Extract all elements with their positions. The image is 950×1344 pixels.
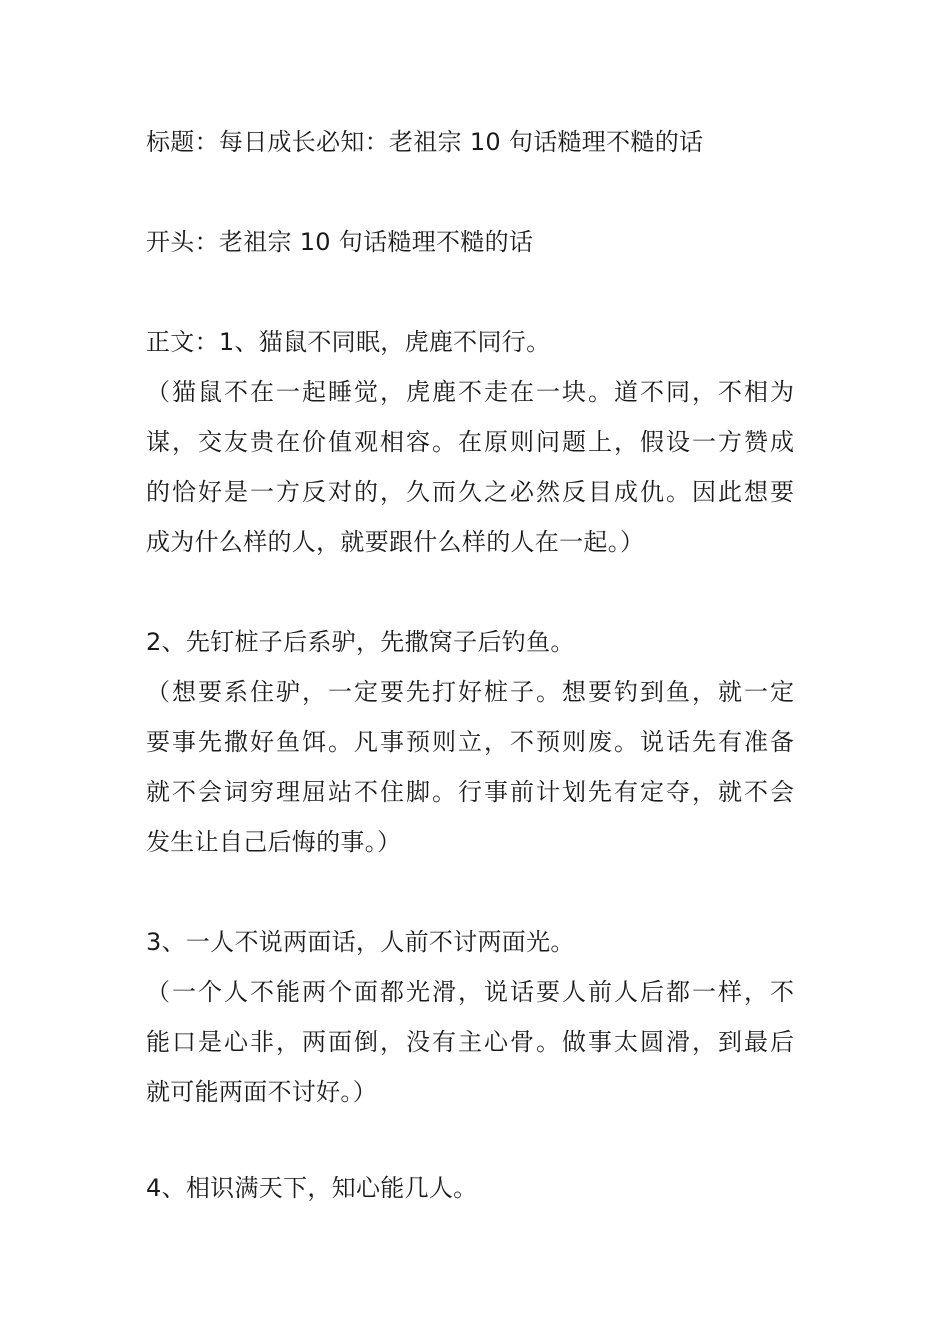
section-3-body-line-2: 能口是心非，两面倒，没有主心骨。做事太圆滑，到最后: [146, 1028, 796, 1056]
section-2-body-line-4: 发生让自己后悔的事。）: [146, 828, 402, 856]
section-2-body-line-2: 要事先撒好鱼饵。凡事预则立，不预则废。说话先有准备: [146, 728, 796, 756]
section-1-body-line-3: 的恰好是一方反对的，久而久之必然反目成仇。因此想要: [146, 478, 796, 506]
section-4-heading: 4、相识满天下，知心能几人。: [146, 1174, 478, 1202]
opening-line: 开头：老祖宗 10 句话糙理不糙的话: [146, 228, 534, 256]
section-1-body-line-4: 成为什么样的人，就要跟什么样的人在一起。）: [146, 528, 645, 556]
section-3-body-line-3: 就可能两面不讨好。）: [146, 1078, 377, 1106]
section-2-body-line-1: （想要系住驴，一定要先打好桩子。想要钓到鱼，就一定: [146, 678, 796, 706]
section-2-heading: 2、先钉桩子后系驴，先撒窝子后钓鱼。: [146, 628, 575, 656]
section-1-body-line-2: 谋，交友贵在价值观相容。在原则问题上，假设一方赞成: [146, 428, 796, 456]
section-1-body-line-1: （猫鼠不在一起睡觉，虎鹿不走在一块。道不同，不相为: [146, 378, 796, 406]
document-title: 标题：每日成长必知：老祖宗 10 句话糙理不糙的话: [146, 128, 704, 156]
section-1-heading: 正文：1、猫鼠不同眠，虎鹿不同行。: [146, 328, 551, 356]
section-3-body-line-1: （一个人不能两个面都光滑，说话要人前人后都一样，不: [146, 978, 796, 1006]
section-2-body-line-3: 就不会词穷理屈站不住脚。行事前计划先有定夺，就不会: [146, 778, 796, 806]
section-3-heading: 3、一人不说两面话，人前不讨两面光。: [146, 928, 575, 956]
